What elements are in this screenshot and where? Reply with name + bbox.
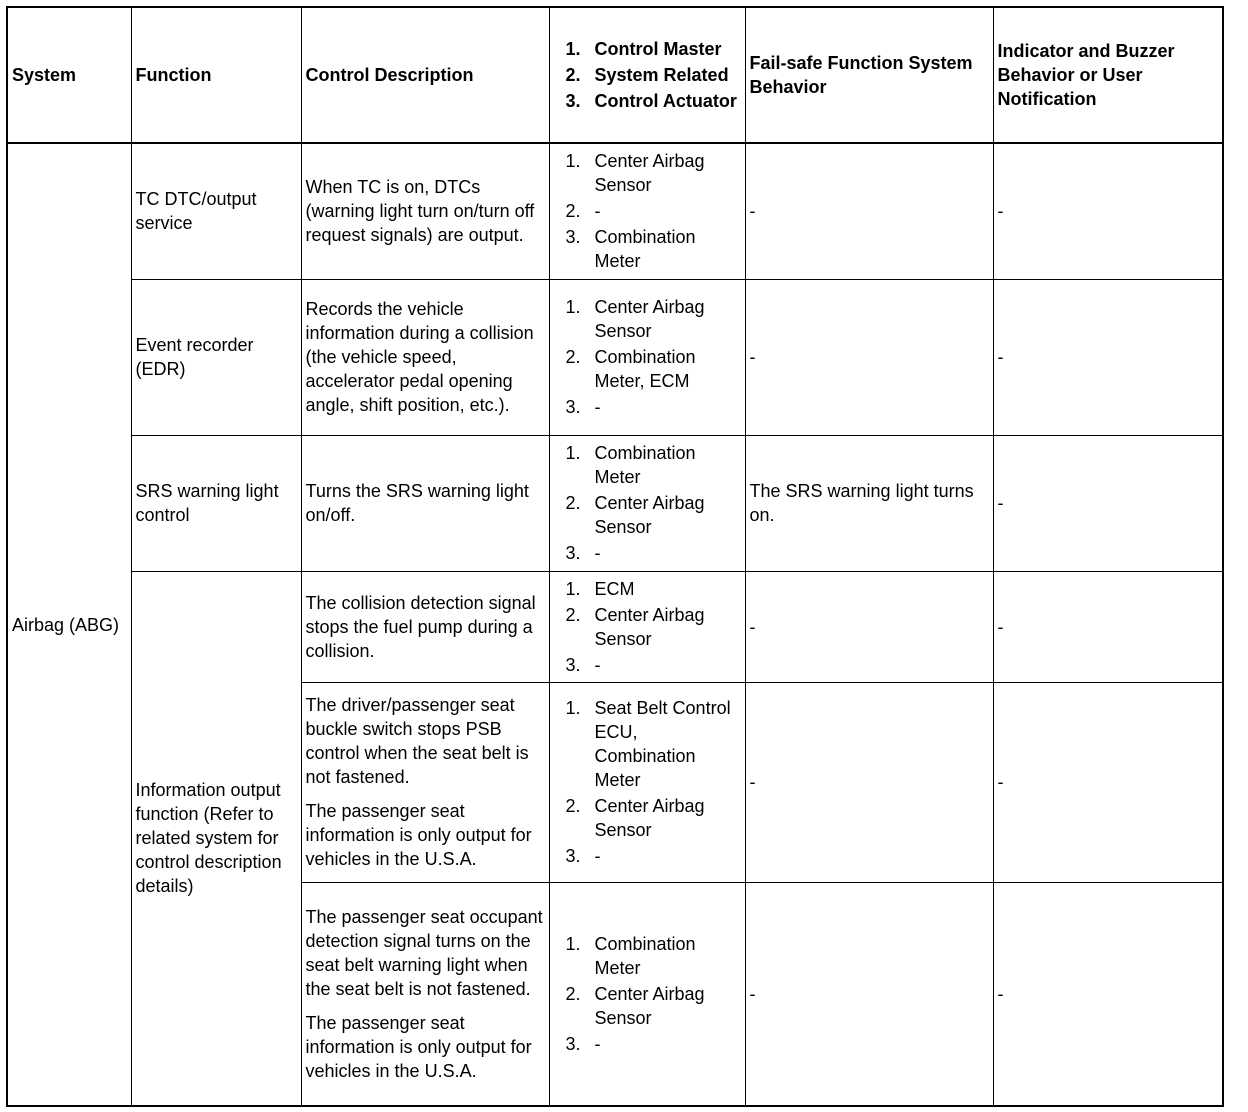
header-system: System (7, 7, 131, 143)
control-actuator-item: 3. - (565, 397, 601, 417)
description-cell: Records the vehicle information during a collision (the vehicle speed, accelerator pedal opening angle, shift position, etc.). (301, 279, 549, 435)
function-cell: SRS warning light control (131, 435, 301, 571)
system-related-item: 2. Combination Meter, ECM (565, 347, 696, 391)
failsafe-cell: - (745, 882, 993, 1106)
header-failsafe: Fail-safe Function System Behavior (745, 7, 993, 143)
control-master-item: 1. Combination Meter (565, 933, 696, 978)
control-items-cell (549, 882, 745, 1106)
control-items-cell (549, 435, 745, 571)
header-control-description: Control Description (301, 7, 549, 143)
header-control-actuator: 3. Control Actuator (565, 91, 737, 111)
header-control-master: 1. Control Master (565, 39, 722, 59)
system-related-item: 2. Center Airbag Sensor (565, 604, 705, 649)
system-cell: Airbag (ABG) (7, 143, 131, 1106)
system-related-item: 2. Center Airbag Sensor (565, 493, 705, 537)
header-system-related: 2. System Related (565, 65, 729, 85)
failsafe-cell: - (745, 682, 993, 882)
control-actuator-item: 3. - (565, 543, 601, 563)
table-row (7, 435, 1223, 571)
control-master-item: 1. Center Airbag Sensor (565, 297, 705, 341)
control-items-cell (549, 143, 745, 279)
header-control-items (549, 7, 745, 143)
header-function: Function (131, 7, 301, 143)
indicator-cell: - (993, 435, 1223, 571)
description-cell: Turns the SRS warning light on/off. (301, 435, 549, 571)
description-cell: When TC is on, DTCs (warning light turn on/turn off request signals) are output. (301, 143, 549, 279)
control-actuator-item: 3. - (565, 654, 601, 675)
table-row (7, 571, 1223, 682)
description-cell: The passenger seat occupant detection signal turns on the seat belt warning light when the seat belt is not fastened. The passenger seat information is only output for vehicles in the U.S.A. (301, 882, 549, 1106)
control-items-cell (549, 571, 745, 682)
failsafe-cell: The SRS warning light turns on. (745, 435, 993, 571)
system-related-item: 2. - (565, 201, 601, 222)
system-related-item: 2. Center Airbag Sensor (565, 796, 705, 840)
control-master-item: 1. Center Airbag Sensor (565, 151, 705, 196)
control-items-cell (549, 279, 745, 435)
function-cell: Event recorder (EDR) (131, 279, 301, 435)
control-spec-table (6, 6, 1224, 1107)
control-actuator-item: 3. - (565, 1033, 601, 1054)
indicator-cell: - (993, 682, 1223, 882)
description-cell: The collision detection signal stops the fuel pump during a collision. (301, 571, 549, 682)
control-actuator-item: 3. - (565, 846, 601, 866)
indicator-cell: - (993, 143, 1223, 279)
header-row (7, 7, 1223, 143)
control-master-item: 1. Combination Meter (565, 443, 696, 487)
function-cell: TC DTC/output service (131, 143, 301, 279)
indicator-cell: - (993, 882, 1223, 1106)
indicator-cell: - (993, 279, 1223, 435)
control-master-item: 1. Seat Belt Control ECU, Combination Meter (565, 698, 731, 790)
function-cell: Information output function (Refer to related system for control description details) (131, 571, 301, 1106)
table-row (7, 279, 1223, 435)
control-items-cell (549, 682, 745, 882)
control-master-item: 1. ECM (565, 578, 635, 599)
failsafe-cell: - (745, 571, 993, 682)
failsafe-cell: - (745, 279, 993, 435)
table-row (7, 143, 1223, 279)
indicator-cell: - (993, 571, 1223, 682)
failsafe-cell: - (745, 143, 993, 279)
header-indicator: Indicator and Buzzer Behavior or User Notification (993, 7, 1223, 143)
system-related-item: 2. Center Airbag Sensor (565, 983, 705, 1028)
control-actuator-item: 3. Combination Meter (565, 227, 696, 272)
description-cell: The driver/passenger seat buckle switch stops PSB control when the seat belt is not fastened. The passenger seat information is only output for vehicles in the U.S.A. (301, 682, 549, 882)
